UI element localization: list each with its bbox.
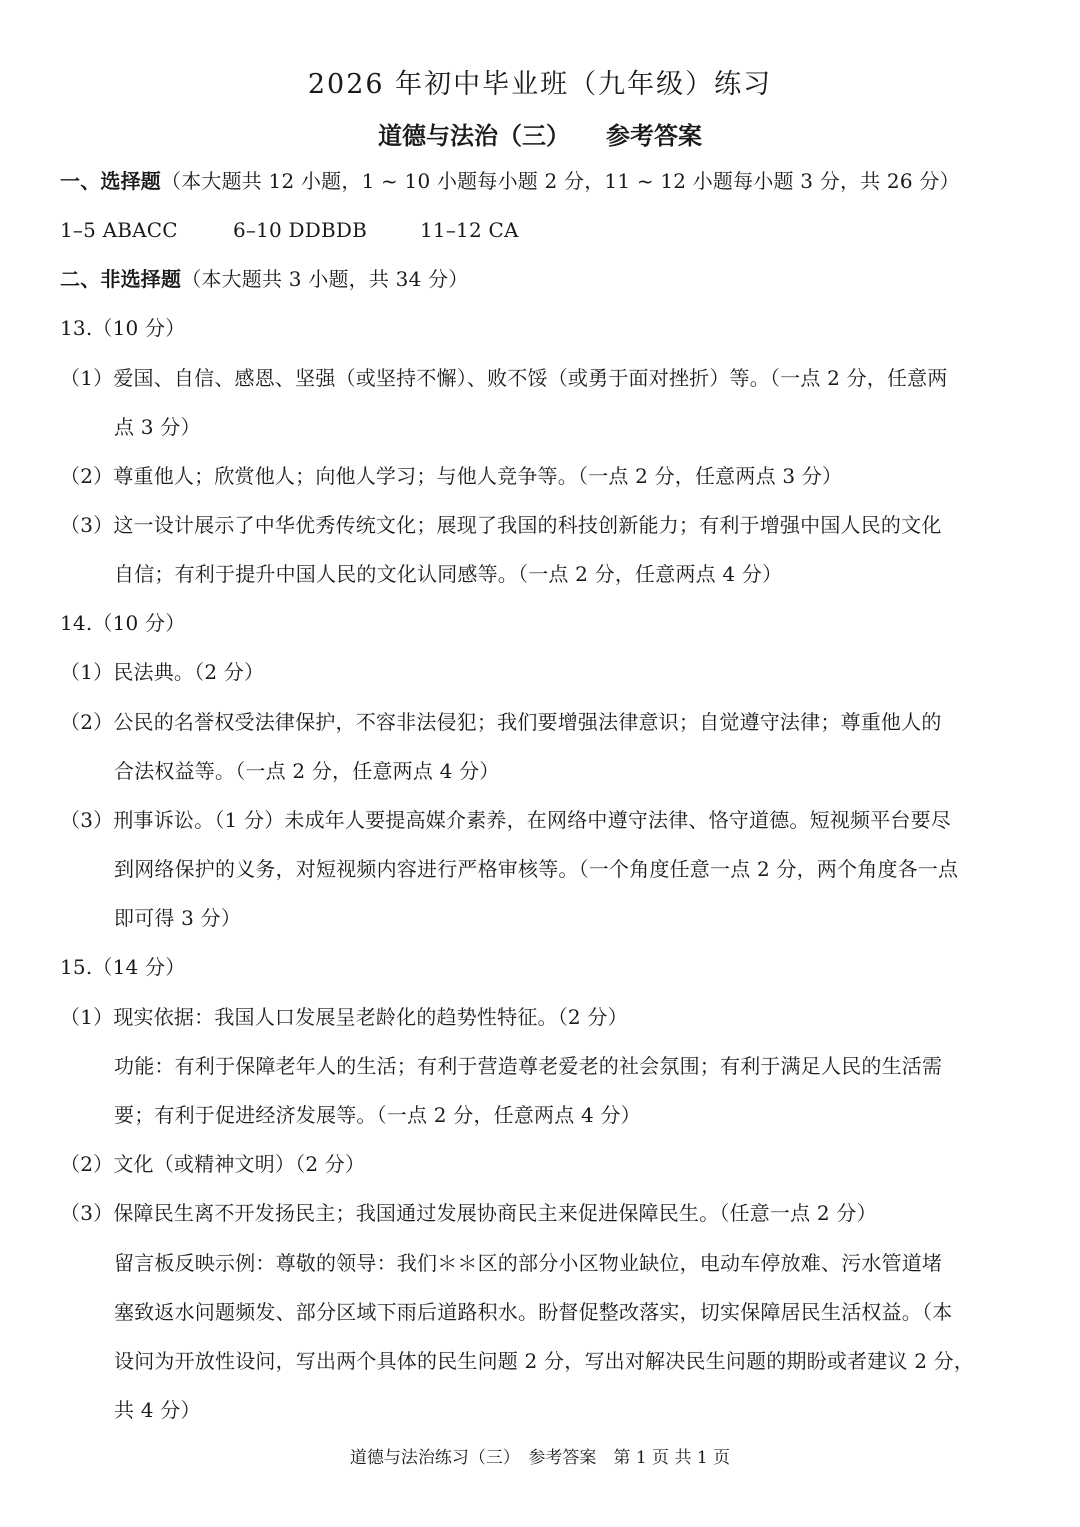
q15-part2-line1: （2）文化（或精神文明）（2 分） (60, 1152, 366, 1176)
section2-heading: 二、非选择题 (60, 267, 182, 291)
q13-title: 13.（10 分） (60, 316, 186, 340)
mc-answers-1-5: 1–5 ABACC (60, 218, 178, 242)
q15-part1-line2: 功能：有利于保障老年人的生活；有利于营造尊老爱老的社会氛围；有利于满足人民的生活需 (114, 1054, 943, 1078)
q13-part1-line2: 点 3 分） (114, 415, 201, 439)
q14-part2-line2: 合法权益等。（一点 2 分，任意两点 4 分） (114, 759, 500, 783)
q13-part3-line1: （3）这一设计展示了中华优秀传统文化；展现了我国的科技创新能力；有利于增强中国人民的文化 (60, 513, 942, 537)
q15-part3-line4: 设问为开放性设问，写出两个具体的民生问题 2 分，写出对解决民生问题的期盼或者建议 2 分， (114, 1349, 975, 1373)
section2-note: （本大题共 3 小题，共 34 分） (181, 267, 469, 291)
page-title: 2026 年初中毕业班（九年级）练习 (307, 69, 773, 100)
page-subtitle (0, 116, 1080, 151)
answer-key-label: 参考答案 (606, 121, 702, 150)
q14-part2-line1: （2）公民的名誉权受法律保护，不容非法侵犯；我们要增强法律意识；自觉遵守法律；尊重他人的 (60, 710, 942, 734)
q13-part2-line1: （2）尊重他人；欣赏他人；向他人学习；与他人竞争等。（一点 2 分，任意两点 3 分） (60, 464, 843, 488)
mc-answers-6-10: 6–10 DDBDB (233, 218, 368, 242)
q15-part3-line3: 塞致返水问题频发、部分区域下雨后道路积水。盼督促整改落实，切实保障居民生活权益。（本 (114, 1300, 953, 1324)
section1-note: （本大题共 12 小题，1 ~ 10 小题每小题 2 分，11 ~ 12 小题每小题 3 分，共 26 分） (161, 169, 960, 193)
mc-answers-11-12: 11–12 CA (420, 218, 519, 242)
section1-header (60, 167, 960, 195)
q14-part1-line1: （1）民法典。（2 分） (60, 660, 265, 684)
q15-part1-line1: （1）现实依据：我国人口发展呈老龄化的趋势性特征。（2 分） (60, 1005, 628, 1029)
q15-part3-line2: 留言板反映示例：尊敬的领导：我们＊＊区的部分小区物业缺位，电动车停放难、污水管道堵 (114, 1251, 943, 1275)
q14-title: 14.（10 分） (60, 611, 186, 635)
subject-name: 道德与法治（三） (378, 121, 570, 150)
multiple-choice-answers (60, 216, 519, 244)
q14-part3-line2: 到网络保护的义务，对短视频内容进行严格审核等。（一个角度任意一点 2 分，两个角度各一点 (114, 857, 959, 881)
q13-part1-line1: （1）爱国、自信、感恩、坚强（或坚持不懈）、败不馁（或勇于面对挫折）等。（一点 2 分，任意两 (60, 366, 948, 390)
page-footer: 道德与法治练习（三） 参考答案 第 1 页 共 1 页 (349, 1448, 731, 1468)
q15-part1-line3: 要；有利于促进经济发展等。（一点 2 分，任意两点 4 分） (114, 1103, 641, 1127)
q13-part3-line2: 自信；有利于提升中国人民的文化认同感等。（一点 2 分，任意两点 4 分） (114, 562, 783, 586)
q15-part3-line1: （3）保障民生离不开发扬民主；我国通过发展协商民主来促进保障民生。（任意一点 2 分） (60, 1201, 877, 1225)
section2-header (60, 265, 468, 293)
q14-part3-line1: （3）刑事诉讼。（1 分）未成年人要提高媒介素养，在网络中遵守法律、恪守道德。短视频平台要尽 (60, 808, 952, 832)
q15-title: 15.（14 分） (60, 955, 186, 979)
q14-part3-line3: 即可得 3 分） (114, 906, 242, 930)
section1-heading: 一、选择题 (60, 169, 161, 193)
q15-part3-line5: 共 4 分） (114, 1398, 201, 1422)
